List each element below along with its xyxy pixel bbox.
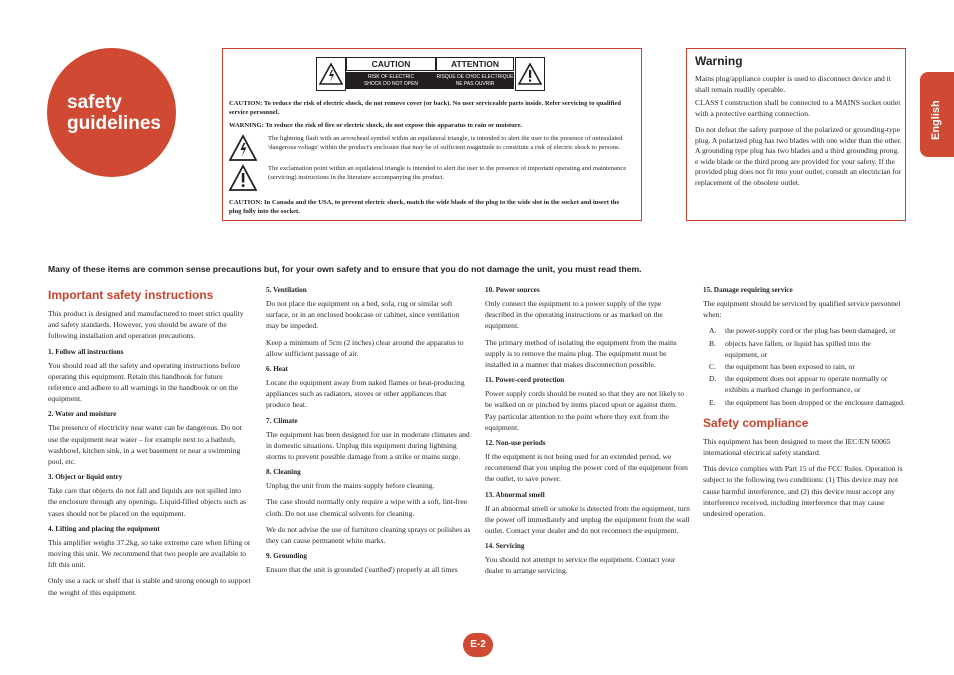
column-2 xyxy=(266,285,471,580)
caution-sublabel xyxy=(346,72,436,89)
section-4-text-1: This amplifier weighs 37.2kg, so take extreme care when lifting or moving this unit. We recommend that two people are available to lift this unit. xyxy=(48,537,251,570)
section-11-title: 11. Power-cord protection xyxy=(485,376,565,385)
lightning-description: The lightning flash with an arrowhead symbol within an equilateral triangle, is intended to alert the user to the presence of uninsulated 'dangerous voltage' within the product's enclosure that may be of sufficient magnitude to constitute a risk of electric shock to persons. xyxy=(268,135,623,151)
attention-sub-line2: NE PAS OUVRIR xyxy=(455,81,495,87)
exclamation-description: The exclamation point within an equilateral triangle is intended to alert the user to the presence of important operating and maintenance (servicing) instructions in the literature accompanying the product. xyxy=(268,165,627,181)
caution-label: CAUTION xyxy=(346,57,436,71)
attention-sub-line1: RISQUE DE CHOC ELECTRIQUE xyxy=(436,74,514,80)
section-4-title: 4. Lifting and placing the equipment xyxy=(48,524,160,533)
caution-sub-line2: SHOCK DO NOT OPEN xyxy=(363,81,419,87)
list-key: B. xyxy=(709,338,716,348)
list-key: A. xyxy=(709,326,717,336)
section-4-text-2: Only use a rack or shelf that is stable and strong enough to support the weight of this equipment. xyxy=(48,576,251,597)
list-key: C. xyxy=(709,362,716,372)
column-3 xyxy=(485,285,690,582)
col1-intro: This product is designed and manufactured to meet strict quality and safety standards. However, you should be aware of the following installation and operation precautions. xyxy=(48,309,244,341)
attention-label: ATTENTION xyxy=(436,57,514,71)
lightning-symbol-icon xyxy=(229,134,257,167)
section-7-text: The equipment has been designed for use in moderate climates and in domestic situations. Unplug this equipment during lightning storms to prevent possible damage from a strike or mains surge. xyxy=(266,429,470,462)
safety-compliance-heading: Safety compliance xyxy=(703,415,809,430)
section-6-title: 6. Heat xyxy=(266,365,288,374)
column-1 xyxy=(48,285,251,603)
list-key: D. xyxy=(709,374,717,384)
page-number: E-2 xyxy=(463,633,493,657)
list-key: E. xyxy=(709,397,716,407)
section-13-title: 13. Abnormal smell xyxy=(485,490,545,499)
caution-sub-line1: RISK OF ELECTRIC xyxy=(367,74,415,80)
list-text: the power-supply cord or the plug has been damaged, or xyxy=(725,326,896,336)
section-10-text-1: Only connect the equipment to a power supply of the type described in the operating instructions or as marked on the equipment. xyxy=(485,299,663,331)
language-tab xyxy=(920,72,954,157)
warning-paragraph-1: Mains plug/appliance coupler is used to disconnect device and it shall remain readily operable. xyxy=(695,74,891,94)
list-text: the equipment has been exposed to rain, or xyxy=(725,362,855,372)
section-8-text-3: We do not advise the use of furniture cleaning sprays or polishes as they can cause permanent white marks. xyxy=(266,524,471,546)
section-7-title: 7. Climate xyxy=(266,416,298,425)
section-12-text: If the equipment is not being used for an extended period, we recommend that you unplug the power cord of the equipment from the outlet, to save power. xyxy=(485,452,688,484)
canada-caution-text: CAUTION: In Canada and the USA, to prevent electric shock, match the wide blade of the plug to the wide slot in the socket and insert the plug fully into the socket. xyxy=(229,199,620,215)
list-item xyxy=(703,361,905,372)
list-item xyxy=(703,397,905,408)
section-13-text: If an abnormal smell or smoke is detected from the equipment, turn the power off immediately and unplug the equipment from the wall outlet. Contact your dealer and do not reconnect the equipment. xyxy=(485,503,690,536)
section-8-text-1: Unplug the unit from the mains supply before cleaning. xyxy=(266,481,435,491)
section-10-title: 10. Power sources xyxy=(485,286,540,294)
warning-paragraph-2: CLASS I construction shall be connected to a MAINS socket outlet with a protective earthing connection. xyxy=(695,98,901,118)
section-1-text: You should read all the safety and operating instructions before operating this equipment. Retain this handbook for future reference and adhere to all warnings in the handbook or on the equipment. xyxy=(48,360,241,404)
list-item xyxy=(703,325,905,336)
exclamation-symbol-icon xyxy=(229,164,257,197)
section-5-text-1: Do not place the equipment on a bed, sofa, rug or similar soft surface, or in an enclosed bookcase or cabinet, since ventilation may be impeded. xyxy=(266,299,460,331)
language-tab-label: English xyxy=(930,100,942,140)
intro-statement: Many of these items are common sense precautions but, for your own safety and to ensure that you do not damage the unit, you must read them. xyxy=(48,264,642,274)
section-5-title: 5. Ventilation xyxy=(266,286,307,294)
section-8-text-2: The case should normally only require a wipe with a soft, lint-free cloth. Do not use chemical solvents for cleaning. xyxy=(266,497,468,518)
section-9-title: 9. Grounding xyxy=(266,552,308,561)
section-14-title: 14. Servicing xyxy=(485,542,525,551)
important-safety-heading: Important safety instructions xyxy=(48,288,214,302)
exclamation-warning-icon xyxy=(515,57,545,91)
section-14-text: You should not attempt to service the equipment. Contact your dealer to arrange servicing. xyxy=(485,555,676,576)
list-item xyxy=(703,373,905,395)
section-3-title: 3. Object or liquid entry xyxy=(48,473,123,482)
page-title-line2: guidelines xyxy=(67,113,161,134)
list-text: the equipment has been dropped or the enclosure damaged. xyxy=(725,397,905,407)
attention-sublabel xyxy=(436,72,514,89)
page-title xyxy=(67,92,161,134)
section-10-text-2: The primary method of isolating the equipment from the mains supply is to remove the mains plug. The equipment must be installed in a manner that makes disconnection possible. xyxy=(485,337,677,370)
section-15-intro: The equipment should be serviced by qualified service personnel when: xyxy=(703,299,901,320)
lightning-warning-icon xyxy=(316,57,346,91)
list-text: the equipment does not appear to operate normally or exhibits a marked change in performance, or xyxy=(725,374,888,395)
section-11-text: Power supply cords should be routed so that they are not likely to be walked on or pinched by items placed upon or against them. Pay particular attention to the point where they exit from the equipment. xyxy=(485,389,685,432)
compliance-paragraph-1: This equipment has been designed to meet the IEC/EN 60065 international electrical safety standard. xyxy=(703,436,891,458)
section-2-title: 2. Water and moisture xyxy=(48,410,117,419)
section-6-text: Locate the equipment away from naked flames or heat-producing appliances such as radiators, stoves or other appliances that produce heat. xyxy=(266,378,465,410)
section-3-text: Take care that objects do not fall and liquids are not spilled into the enclosure through any openings. Liquid-filled objects such as vases should not be placed on the equipment. xyxy=(48,486,247,518)
column-4 xyxy=(703,285,905,524)
section-5-text-2: Keep a minimum of 5cm (2 inches) clear around the apparatus to allow sufficient passage of air. xyxy=(266,337,464,358)
title-circle xyxy=(47,48,176,177)
section-9-text: Ensure that the unit is grounded ('earthed') properly at all times xyxy=(266,565,458,575)
list-item xyxy=(703,338,905,360)
list-text: objects have fallen, or liquid has spilled into the equipment, or xyxy=(725,338,871,359)
section-15-title: 15. Damage requiring service xyxy=(703,286,793,294)
warning-paragraph-3: Do not defeat the safety purpose of the polarized or grounding-type plug. A polarized plug has two blades with one wider than the other. A grounding type plug has two blades and a third grounding prong. e wide blade or the third prong are provided for your safety. If the provided plug does not fit into your outlet, consult an electrician for replacement of the obsolete outlet. xyxy=(695,125,902,187)
warning-text: WARNING: To reduce the risk of fire or electric shock, do not expose this apparatus to rain or moisture. xyxy=(229,122,523,129)
warning-title: Warning xyxy=(695,54,743,68)
caution-text: CAUTION: To reduce the risk of electric shock, do not remove cover (or back). No user serviceable parts inside. Refer servicing to qualified service personnel. xyxy=(229,100,622,116)
section-2-text: The presence of electricity near water can be dangerous. Do not use the equipment near water – for example next to a bathtub, washbowl, kitchen sink, in a wet basement or near a swimming pool, etc. xyxy=(48,423,242,467)
section-12-title: 12. Non-use periods xyxy=(485,439,546,448)
compliance-paragraph-2: This device complies with Part 15 of the FCC Rules. Operation is subject to the following two conditions: (1) This device may not cause harmful interference, and (2) this device must accept any interference received, including interference that may cause undesired operation. xyxy=(703,464,903,519)
page-title-line1: safety xyxy=(67,92,122,113)
section-8-title: 8. Cleaning xyxy=(266,468,301,477)
section-1-title: 1. Follow all instructions xyxy=(48,347,124,356)
